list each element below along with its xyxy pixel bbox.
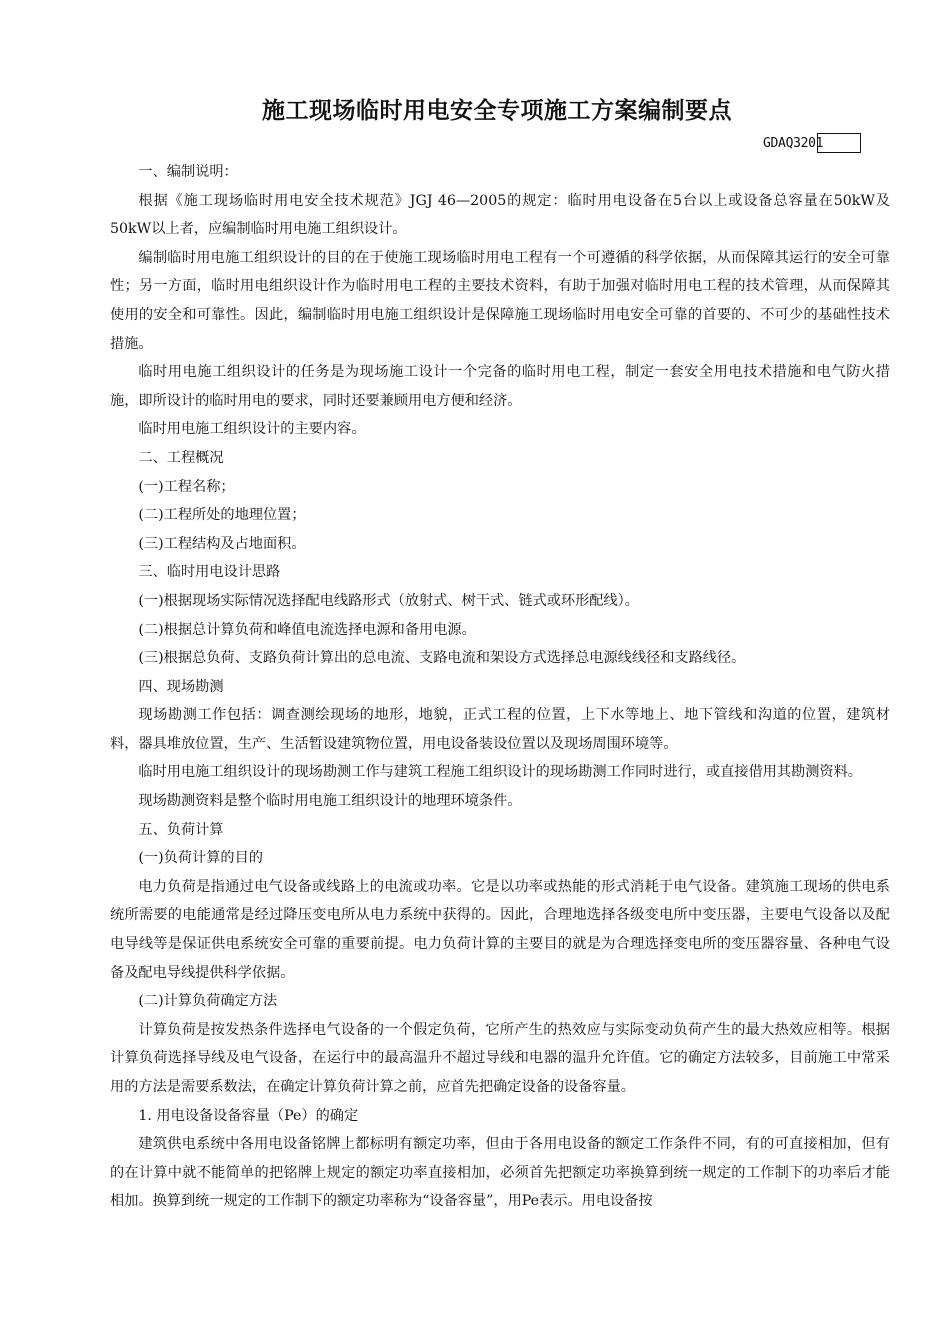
paragraph: 计算负荷是按发热条件选择电气设备的一个假定负荷，它所产生的热效应与实际变动负荷产生的最大热效应相等。根据计算负荷选择导线及电气设备，在运行中的最高温升不超过导线和电器的温升允许值。它的确定方法较多，目前施工中常采用的方法是需要系数法，在确定计算负荷计算之前，应首先把确定设备的设备容量。 — [110, 1021, 890, 1095]
list-item: (一)根据现场实际情况选择配电线路形式（放射式、树干式、链式或环形配线）。 — [138, 592, 639, 609]
section-heading: 三、临时用电设计思路 — [138, 564, 281, 581]
paragraph: 电力负荷是指通过电气设备或线路上的电流或功率。它是以功率或热能的形式消耗于电气设备。建筑施工现场的供电系统所需要的电能通常是经过降压变电所从电力系统中获得的。因此，合理地选择各级变电所中变压器，主要电气设备以及配电导线等是保证供电系统安全可靠的重要前提。电力负荷计算的主要目的就是为合理选择变电所的变压器容量、各种电气设备及配电导线提供科学依据。 — [110, 878, 890, 981]
document-body — [110, 158, 890, 1216]
list-item: (一)工程名称； — [138, 478, 235, 495]
paragraph: 编制临时用电施工组织设计的目的在于使施工现场临时用电工程有一个可遵循的科学依据，从而保障其运行的安全可靠性；另一方面，临时用电组织设计作为临时用电工程的主要技术资料，有助于加强对临时用电工程的技术管理，从而保障其使用的安全和可靠性。因此，编制临时用电施工组织设计是保障施工现场临时用电安全可靠的首要的、不可少的基础性技术措施。 — [110, 249, 890, 352]
document-title: 施工现场临时用电安全专项施工方案编制要点 — [262, 98, 732, 124]
document-code-box — [817, 133, 861, 153]
paragraph: 建筑供电系统中各用电设备铭牌上都标明有额定功率，但由于各用电设备的额定工作条件不同，有的可直接相加，但有的在计算中就不能简单的把铭牌上规定的额定功率直接相加，必须首先把额定功率换算到统一规定的工作制下的功率后才能相加。换算到统一规定的工作制下的额定功率称为“设备容量”，用Pe表示。用电设备按 — [110, 1136, 890, 1210]
document-code-text: GDAQ3201 — [763, 135, 824, 151]
subsection-heading: (二)计算负荷确定方法 — [138, 993, 278, 1010]
section-heading: 二、工程概况 — [138, 449, 224, 466]
paragraph: 临时用电施工组织设计的现场勘测工作与建筑工程施工组织设计的现场勘测工作同时进行，或直接借用其勘测资料。 — [138, 764, 862, 781]
list-item: (三)根据总负荷、支路负荷计算出的总电流、支路电流和架设方式选择总电源线线径和支路线径。 — [138, 650, 746, 667]
list-item: (二)工程所处的地理位置； — [138, 507, 306, 524]
document-code — [763, 133, 861, 153]
paragraph: 临时用电施工组织设计的主要内容。 — [138, 421, 366, 438]
section-heading: 五、负荷计算 — [138, 821, 224, 838]
section-heading: 四、现场勘测 — [138, 678, 224, 695]
paragraph: 现场勘测资料是整个临时用电施工组织设计的地理环境条件。 — [138, 793, 522, 810]
list-item: (二)根据总计算负荷和峰值电流选择电源和备用电源。 — [138, 621, 476, 638]
list-item: (三)工程结构及占地面积。 — [138, 535, 306, 552]
section-heading: 一、编制说明： — [138, 164, 238, 180]
paragraph: 现场勘测工作包括：调查测绘现场的地形，地貌，正式工程的位置，上下水等地上、地下管线和沟道的位置，建筑材料，器具堆放位置，生产、生活暂设建筑物位置，用电设备装设位置以及现场周围环境等。 — [110, 707, 890, 752]
subsection-heading: (一)负荷计算的目的 — [138, 850, 263, 867]
subsection-heading: 1. 用电设备设备容量（Pe）的确定 — [138, 1107, 359, 1124]
paragraph: 根据《施工现场临时用电安全技术规范》JGJ 46—2005的规定：临时用电设备在5台以上或设备总容量在50kW及50kW以上者，应编制临时用电施工组织设计。 — [110, 192, 890, 238]
paragraph: 临时用电施工组织设计的任务是为现场施工设计一个完备的临时用电工程，制定一套安全用电技术措施和电气防火措施，即所设计的临时用电的要求，同时还要兼顾用电方便和经济。 — [110, 364, 890, 409]
